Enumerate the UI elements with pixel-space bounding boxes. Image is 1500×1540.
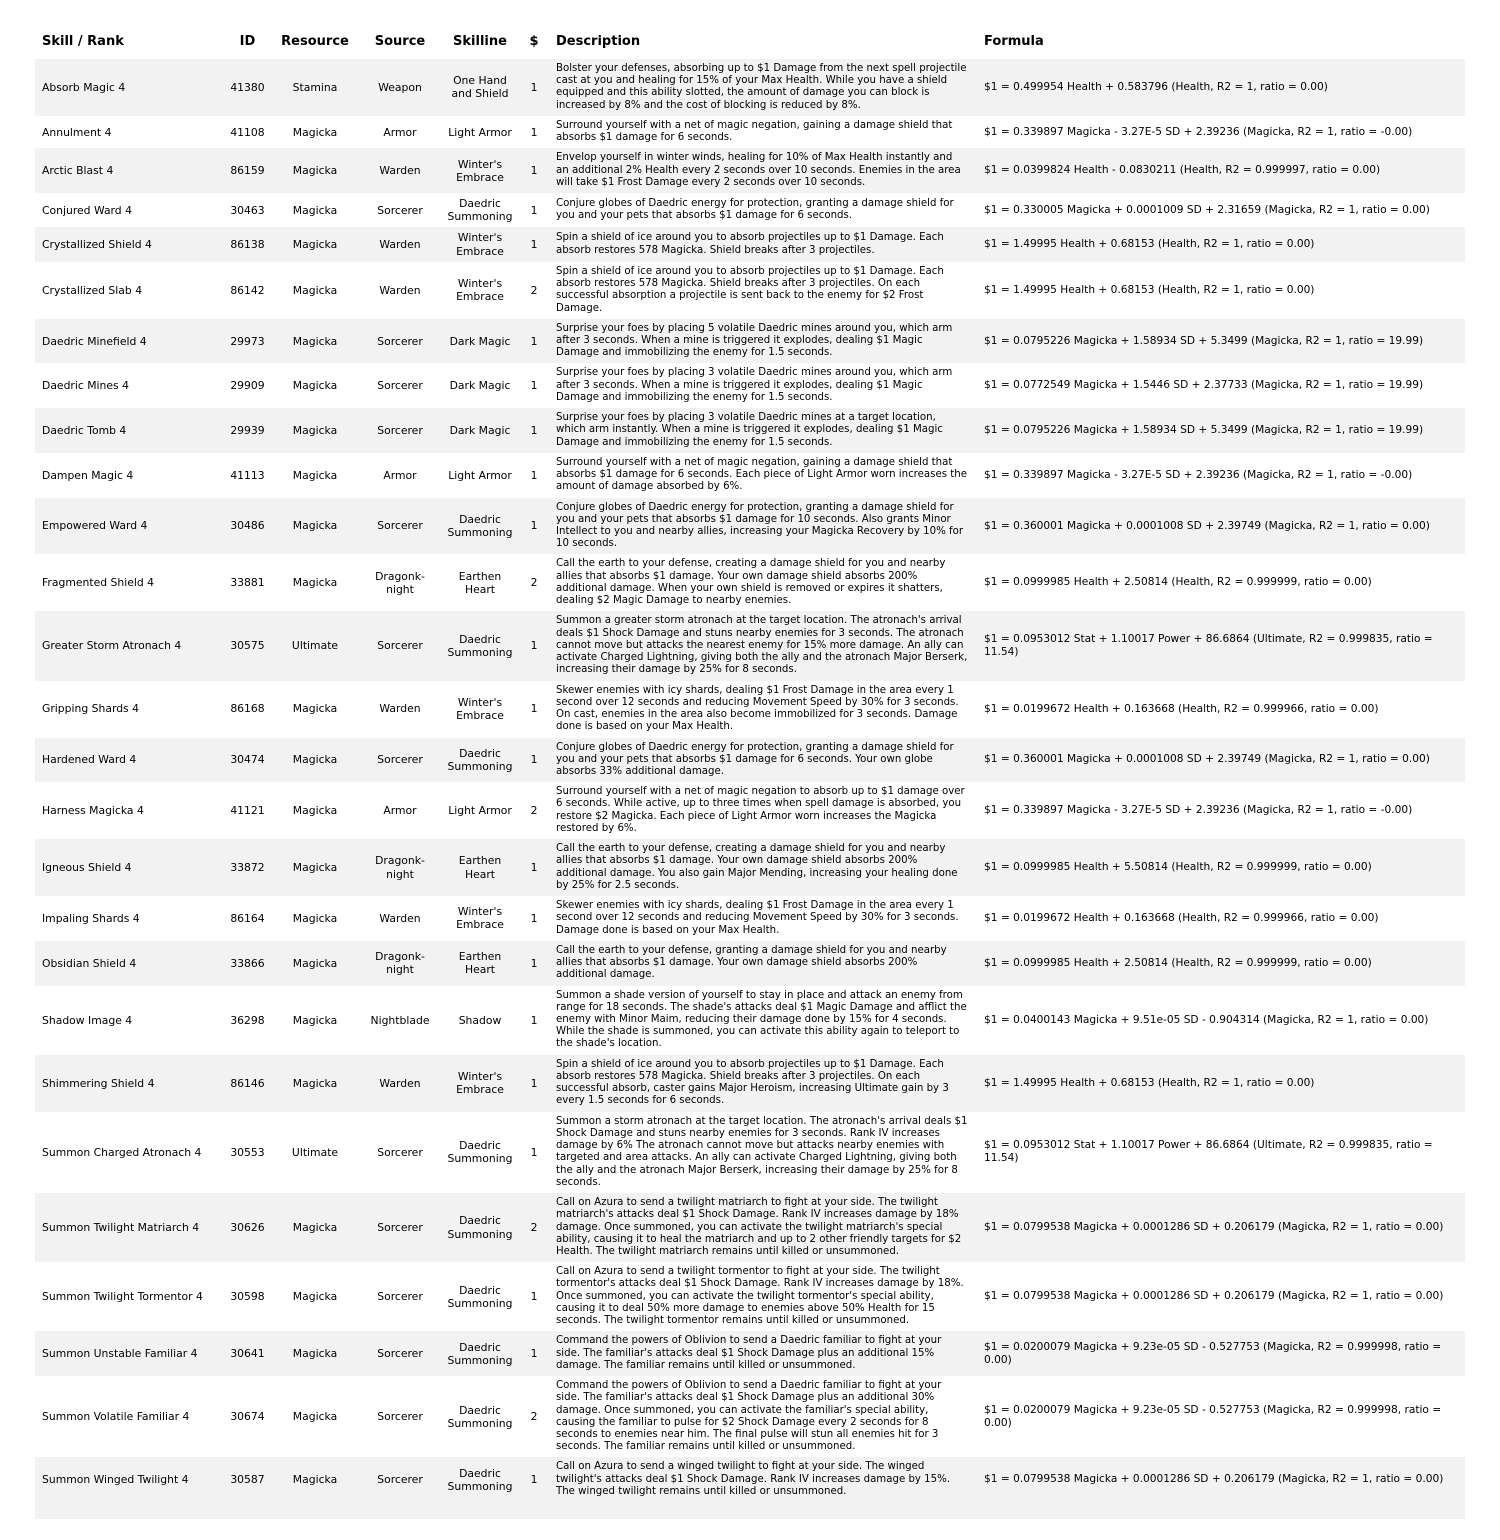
cell-id: 30598	[230, 1290, 265, 1304]
cell-skill-rank: Hardened Ward 4	[42, 753, 137, 767]
cell-id: 86146	[230, 1076, 265, 1090]
cell-skilline: Daedric Summoning	[447, 746, 513, 773]
cell-dollar: 1	[530, 702, 538, 716]
cell-description: Summon a shade version of yourself to stay in place and attack an enemy from range for 18 seconds. The shade's attacks deal $1 Magic Damage and afflict the enemy with Minor Maim, reducing their damage done by 15% for 4 seconds. While the shade is summoned, you can activate this ability again to teleport to the shade's location.	[556, 989, 967, 1050]
cell-source: Warden	[379, 1076, 421, 1090]
cell-skill-rank: Arctic Blast 4	[42, 164, 114, 178]
table-row	[35, 839, 1465, 896]
table-row	[35, 681, 1465, 738]
table-row	[35, 408, 1465, 453]
table-row	[35, 896, 1465, 941]
table-row	[35, 554, 1465, 611]
cell-resource: Magicka	[292, 956, 338, 970]
cell-resource: Magicka	[292, 1290, 338, 1304]
cell-description: Skewer enemies with icy shards, dealing $1 Frost Damage in the area every 1 second over 12 seconds and reducing Movement Speed by 30% for 3 seconds. On cast, enemies in the area also become immobilized for 3 seconds. Damage done is based on your Max Health.	[556, 684, 959, 733]
cell-formula: $1 = 0.339897 Magicka - 3.27E-5 SD + 2.39236 (Magicka, R2 = 1, ratio = -0.00)	[984, 468, 1413, 481]
cell-formula: $1 = 0.0799538 Magicka + 0.0001286 SD + 0.206179 (Magicka, R2 = 1, ratio = 0.00)	[984, 1221, 1444, 1234]
cell-skilline: One Hand and Shield	[451, 74, 509, 101]
cell-source: Sorcerer	[377, 379, 423, 393]
cell-source: Sorcerer	[377, 753, 423, 767]
cell-skilline: Daedric Summoning	[447, 1283, 513, 1310]
cell-source: Dragonknight	[375, 854, 425, 881]
cell-source: Warden	[379, 911, 421, 925]
cell-source: Sorcerer	[377, 334, 423, 348]
cell-dollar: 1	[530, 1290, 538, 1304]
cell-skilline: Daedric Summoning	[447, 1466, 513, 1493]
cell-resource: Ultimate	[291, 1145, 339, 1159]
cell-formula: $1 = 0.0200079 Magicka + 9.23e-05 SD - 0.527753 (Magicka, R2 = 0.999998, ratio = 0.00)	[984, 1403, 1442, 1429]
cell-dollar: 1	[530, 1347, 538, 1361]
cell-skill-rank: Summon Winged Twilight 4	[42, 1473, 189, 1487]
cell-description: Command the powers of Oblivion to send a Daedric familiar to fight at your side. The familiar's attacks deal $1 Shock Damage plus an additional 15% damage. The familiar remains until killed or unsummoned.	[556, 1335, 942, 1371]
cell-formula: $1 = 1.49995 Health + 0.68153 (Health, R2 = 1, ratio = 0.00)	[984, 1076, 1315, 1089]
cell-dollar: 1	[530, 423, 538, 437]
cell-id: 30641	[230, 1347, 265, 1361]
cell-id: 30486	[230, 519, 265, 533]
cell-source: Armor	[383, 125, 417, 139]
cell-resource: Ultimate	[291, 639, 339, 653]
table-row	[35, 941, 1465, 986]
cell-dollar: 1	[530, 238, 538, 252]
cell-formula: $1 = 0.0400143 Magicka + 9.51e-05 SD - 0.904314 (Magicka, R2 = 1, ratio = 0.00)	[984, 1013, 1429, 1026]
header-description: Description	[548, 28, 978, 59]
cell-formula: $1 = 0.0999985 Health + 5.50814 (Health, R2 = 0.999999, ratio = 0.00)	[984, 861, 1372, 874]
cell-id: 29973	[230, 334, 265, 348]
cell-description: Envelop yourself in winter winds, healing for 10% of Max Health instantly and an additional 2% Health every 2 seconds over 10 seconds. Enemies in the area will take $1 Frost Damage every 2 seconds over 10 seconds.	[556, 152, 961, 188]
cell-resource: Magicka	[292, 1410, 338, 1424]
cell-description: Spin a shield of ice around you to absorb projectiles up to $1 Damage. Each absorb restores 578 Magicka. Shield breaks after 3 projectiles. On each successful absorption a projectile is sent back to the enemy for $2 Frost Damage.	[556, 265, 944, 314]
cell-id: 41380	[230, 80, 265, 94]
cell-resource: Magicka	[292, 379, 338, 393]
cell-description: Surround yourself with a net of magic negation to absorb up to $1 damage over 6 seconds. While active, up to three times when spell damage is absorbed, you restore $2 Magicka. Each piece of Light Armor worn increases the Magicka restored by 6%.	[556, 786, 965, 834]
cell-id: 41113	[230, 468, 265, 482]
cell-dollar: 1	[530, 80, 538, 94]
cell-dollar: 1	[530, 956, 538, 970]
cell-resource: Magicka	[292, 1013, 338, 1027]
cell-skilline: Winter's Embrace	[456, 905, 504, 932]
cell-description: Surprise your foes by placing 3 volatile Daedric mines around you, which arm after 3 seconds. When a mine is triggered it explodes, dealing $1 Magic Damage and immobilizing the enemy for 1.5 seconds.	[556, 367, 953, 403]
table-row	[35, 116, 1465, 148]
table-row	[35, 1331, 1465, 1376]
cell-skill-rank: Summon Twilight Matriarch 4	[42, 1221, 200, 1235]
cell-skilline: Earthen Heart	[458, 569, 502, 596]
table-footer-strip	[35, 1502, 1465, 1519]
cell-skilline: Daedric Summoning	[447, 1214, 513, 1241]
cell-id: 33881	[230, 576, 265, 590]
table-row	[35, 59, 1465, 116]
cell-dollar: 1	[530, 1076, 538, 1090]
cell-formula: $1 = 1.49995 Health + 0.68153 (Health, R2 = 1, ratio = 0.00)	[984, 238, 1315, 251]
cell-source: Warden	[379, 702, 421, 716]
cell-id: 29909	[230, 379, 265, 393]
cell-resource: Magicka	[292, 753, 338, 767]
cell-description: Summon a storm atronach at the target location. The atronach's arrival deals $1 Shock Damage and stuns nearby enemies for 3 seconds. Rank IV increases damage by 6% The atronach cannot move but attacks nearby enemies with targeted and area attacks. An ally can activate Charged Lightning, giving both the ally and the atronach Major Berserk, increasing their damage by 25% for 8 seconds.	[556, 1115, 968, 1188]
cell-id: 30674	[230, 1410, 265, 1424]
cell-source: Sorcerer	[377, 1473, 423, 1487]
cell-id: 41121	[230, 804, 265, 818]
cell-skill-rank: Shadow Image 4	[42, 1013, 133, 1027]
cell-resource: Magicka	[292, 468, 338, 482]
cell-skilline: Light Armor	[448, 125, 512, 139]
cell-formula: $1 = 0.0772549 Magicka + 1.5446 SD + 2.37733 (Magicka, R2 = 1, ratio = 19.99)	[984, 379, 1424, 392]
cell-description: Conjure globes of Daedric energy for protection, granting a damage shield for you and your pets that absorbs $1 damage for 6 seconds. Your own globe absorbs 33% additional damage.	[556, 741, 954, 777]
cell-description: Conjure globes of Daedric energy for protection, granting a damage shield for you and your pets that absorbs $1 damage for 10 seconds. Also grants Minor Intellect to you and nearby allies, increasing your Magicka Recovery by 10% for 10 seconds.	[556, 501, 964, 550]
cell-skilline: Daedric Summoning	[447, 512, 513, 540]
cell-skilline: Light Armor	[448, 804, 512, 818]
cell-skilline: Winter's Embrace	[456, 157, 504, 184]
table-row	[35, 1457, 1465, 1502]
cell-source: Sorcerer	[377, 1347, 423, 1361]
header-id: ID	[225, 28, 270, 59]
cell-description: Surround yourself with a net of magic negation, gaining a damage shield that absorbs $1 damage for 6 seconds. Each piece of Light Armor worn increases the amount of damage absorbed by 6%.	[556, 456, 967, 493]
cell-skill-rank: Summon Charged Atronach 4	[42, 1145, 202, 1159]
table-body	[35, 59, 1465, 1502]
cell-formula: $1 = 0.0999985 Health + 2.50814 (Health, R2 = 0.999999, ratio = 0.00)	[984, 956, 1372, 969]
cell-resource: Magicka	[292, 203, 338, 217]
cell-source: Dragonknight	[375, 949, 425, 977]
cell-skill-rank: Summon Volatile Familiar 4	[42, 1410, 190, 1424]
cell-source: Sorcerer	[377, 1290, 423, 1304]
cell-skilline: Shadow	[458, 1013, 502, 1027]
cell-description: Skewer enemies with icy shards, dealing $1 Frost Damage in the area every 1 second over 12 seconds and reducing Movement Speed by 30% for 3 seconds. Damage done is based on your Max Health.	[556, 900, 959, 936]
cell-skill-rank: Daedric Minefield 4	[42, 334, 147, 348]
cell-description: Call on Azura to send a twilight matriarch to fight at your side. The twilight matriarch's attacks deal $1 Shock Damage. Rank IV increases damage by 18% damage. Once summoned, you can activate the twilight matriarch's special ability, causing it to heal the matriarch and up to 2 other friendly targets for $2 Health. The twilight matriarch remains until killed or unsummoned.	[556, 1197, 962, 1257]
cell-id: 33872	[230, 861, 265, 875]
cell-id: 86138	[230, 238, 265, 252]
cell-formula: $1 = 0.330005 Magicka + 0.0001009 SD + 2.31659 (Magicka, R2 = 1, ratio = 0.00)	[984, 203, 1430, 216]
cell-resource: Stamina	[292, 80, 338, 94]
cell-id: 33866	[230, 956, 265, 970]
cell-resource: Magicka	[292, 1076, 338, 1090]
cell-formula: $1 = 0.360001 Magicka + 0.0001008 SD + 2.39749 (Magicka, R2 = 1, ratio = 0.00)	[984, 753, 1430, 766]
cell-formula: $1 = 1.49995 Health + 0.68153 (Health, R2 = 1, ratio = 0.00)	[984, 283, 1315, 296]
cell-formula: $1 = 0.0799538 Magicka + 0.0001286 SD + 0.206179 (Magicka, R2 = 1, ratio = 0.00)	[984, 1473, 1444, 1486]
table-row	[35, 1376, 1465, 1457]
cell-skill-rank: Summon Twilight Tormentor 4	[42, 1290, 203, 1304]
cell-formula: $1 = 0.0795226 Magicka + 1.58934 SD + 5.3499 (Magicka, R2 = 1, ratio = 19.99)	[984, 334, 1424, 347]
cell-source: Sorcerer	[377, 203, 423, 217]
cell-dollar: 1	[530, 1145, 538, 1159]
header-source: Source	[360, 28, 440, 59]
cell-description: Summon a greater storm atronach at the target location. The atronach's arrival deals $1 Shock Damage and stuns nearby enemies for 3 seconds. The atronach cannot move but attacks the nearest enemy for 15% more damage. An ally can activate Charged Lightning, giving both the ally and the atronach Major Berserk, increasing their damage by 25% for 8 seconds.	[556, 615, 968, 676]
header-skill-rank: Skill / Rank	[35, 28, 225, 59]
cell-skill-rank: Absorb Magic 4	[42, 80, 126, 94]
cell-description: Surprise your foes by placing 5 volatile Daedric mines around you, which arm after 3 seconds. When a mine is triggered it explodes, dealing $1 Magic Damage and immobilizing the enemy for 1.5 seconds.	[556, 322, 953, 359]
cell-source: Weapon	[378, 80, 422, 94]
cell-id: 86142	[230, 283, 265, 297]
cell-formula: $1 = 0.0999985 Health + 2.50814 (Health, R2 = 0.999999, ratio = 0.00)	[984, 576, 1372, 589]
cell-resource: Magicka	[292, 423, 338, 437]
cell-skill-rank: Greater Storm Atronach 4	[42, 639, 182, 653]
header-formula: Formula	[978, 28, 1465, 59]
cell-formula: $1 = 0.0200079 Magicka + 9.23e-05 SD - 0.527753 (Magicka, R2 = 0.999998, ratio = 0.00)	[984, 1340, 1442, 1366]
cell-skill-rank: Gripping Shards 4	[42, 702, 139, 716]
cell-dollar: 2	[530, 1221, 538, 1235]
cell-resource: Magicka	[292, 283, 338, 297]
cell-formula: $1 = 0.0953012 Stat + 1.10017 Power + 86.6864 (Ultimate, R2 = 0.999835, ratio = 11.54)	[984, 633, 1433, 658]
cell-skill-rank: Impaling Shards 4	[42, 911, 140, 925]
cell-id: 41108	[230, 125, 265, 139]
cell-formula: $1 = 0.0199672 Health + 0.163668 (Health, R2 = 0.999966, ratio = 0.00)	[984, 702, 1379, 715]
cell-skilline: Earthen Heart	[458, 949, 502, 977]
cell-formula: $1 = 0.0953012 Stat + 1.10017 Power + 86.6864 (Ultimate, R2 = 0.999835, ratio = 11.54)	[984, 1139, 1433, 1165]
cell-dollar: 2	[530, 576, 538, 590]
cell-description: Call on Azura to send a twilight tormentor to fight at your side. The twilight tormentor's attacks deal $1 Shock Damage. Rank IV increases damage by 18%. Once summoned, you can activate the twilight tormentor's special ability, causing it to deal 50% more damage to enemies above 50% Health for 15 seconds. The twilight tormentor remains until killed or unsummoned.	[556, 1266, 964, 1327]
cell-dollar: 1	[530, 468, 538, 482]
table-row	[35, 782, 1465, 839]
cell-formula: $1 = 0.0795226 Magicka + 1.58934 SD + 5.3499 (Magicka, R2 = 1, ratio = 19.99)	[984, 424, 1424, 437]
cell-formula: $1 = 0.339897 Magicka - 3.27E-5 SD + 2.39236 (Magicka, R2 = 1, ratio = -0.00)	[984, 804, 1413, 817]
table-row	[35, 453, 1465, 498]
cell-source: Warden	[379, 238, 421, 252]
cell-resource: Magicka	[292, 576, 338, 590]
cell-resource: Magicka	[292, 519, 338, 533]
cell-formula: $1 = 0.339897 Magicka - 3.27E-5 SD + 2.39236 (Magicka, R2 = 1, ratio = -0.00)	[984, 125, 1413, 138]
table-row	[35, 148, 1465, 193]
cell-skilline: Winter's Embrace	[456, 695, 504, 723]
cell-dollar: 1	[530, 911, 538, 925]
cell-skill-rank: Conjured Ward 4	[42, 203, 132, 217]
cell-skilline: Daedric Summoning	[447, 1340, 513, 1367]
cell-skilline: Light Armor	[448, 468, 512, 482]
cell-description: Call the earth to your defense, creating a damage shield for you and nearby allies that absorbs $1 damage. Your own damage shield absorbs 200% additional damage. When your own shield is removed or expires it shatters, dealing $2 Magic Damage to nearby enemies.	[556, 558, 946, 607]
cell-resource: Magicka	[292, 1473, 338, 1487]
cell-resource: Magicka	[292, 125, 338, 139]
cell-id: 36298	[230, 1013, 265, 1027]
skills-table	[35, 28, 1465, 1502]
header-dollar: $	[520, 28, 548, 59]
table-row	[35, 1262, 1465, 1331]
cell-description: Call on Azura to send a winged twilight to fight at your side. The winged twilight's attacks deal $1 Shock Damage. Rank IV increases damage by 15%. The winged twilight remains until killed or unsummoned.	[556, 1461, 951, 1497]
table-row	[35, 986, 1465, 1055]
cell-dollar: 1	[530, 861, 538, 875]
cell-dollar: 1	[530, 1013, 538, 1027]
cell-description: Call the earth to your defense, granting a damage shield for you and nearby allies that absorbs $1 damage. Your own damage shield absorbs 200% additional damage.	[556, 944, 947, 981]
cell-dollar: 2	[530, 283, 538, 297]
cell-formula: $1 = 0.0199672 Health + 0.163668 (Health, R2 = 0.999966, ratio = 0.00)	[984, 912, 1379, 924]
cell-skilline: Daedric Summoning	[447, 197, 513, 224]
table-row	[35, 363, 1465, 408]
cell-source: Warden	[379, 283, 421, 297]
cell-description: Spin a shield of ice around you to absorb projectiles up to $1 Damage. Each absorb restores 578 Magicka. Shield breaks after 3 projectiles. On each successful absorb, caster gains Major Heroism, increasing Ultimate gain by 3 every 1.5 seconds for 6 seconds.	[556, 1058, 949, 1107]
cell-skill-rank: Harness Magicka 4	[42, 804, 144, 818]
cell-skill-rank: Summon Unstable Familiar 4	[42, 1347, 198, 1361]
table-row	[35, 193, 1465, 227]
cell-dollar: 2	[530, 804, 538, 818]
table-row	[35, 738, 1465, 783]
cell-skilline: Daedric Summoning	[447, 632, 513, 659]
table-row	[35, 498, 1465, 555]
cell-id: 30587	[230, 1473, 265, 1487]
cell-description: Spin a shield of ice around you to absorb projectiles up to $1 Damage. Each absorb restores 578 Magicka. Shield breaks after 3 projectiles.	[556, 232, 944, 256]
header-row	[35, 28, 1465, 59]
cell-resource: Magicka	[292, 238, 338, 252]
cell-formula: $1 = 0.360001 Magicka + 0.0001008 SD + 2.39749 (Magicka, R2 = 1, ratio = 0.00)	[984, 519, 1430, 532]
table-row	[35, 1055, 1465, 1112]
cell-id: 86164	[230, 911, 265, 925]
cell-id: 30474	[230, 753, 265, 767]
header-resource: Resource	[270, 28, 360, 59]
cell-source: Dragonknight	[375, 569, 425, 596]
cell-resource: Magicka	[292, 911, 338, 925]
cell-resource: Magicka	[292, 1221, 338, 1235]
cell-skill-rank: Empowered Ward 4	[42, 519, 148, 533]
table-row	[35, 262, 1465, 319]
cell-id: 30626	[230, 1221, 265, 1235]
cell-dollar: 1	[530, 639, 538, 653]
table-row	[35, 227, 1465, 261]
cell-skilline: Dark Magic	[449, 334, 511, 348]
cell-skilline: Winter's Embrace	[456, 277, 504, 304]
cell-skill-rank: Igneous Shield 4	[42, 861, 132, 875]
cell-source: Sorcerer	[377, 639, 423, 653]
cell-formula: $1 = 0.0799538 Magicka + 0.0001286 SD + 0.206179 (Magicka, R2 = 1, ratio = 0.00)	[984, 1290, 1444, 1303]
cell-skilline: Winter's Embrace	[456, 231, 504, 258]
cell-skill-rank: Crystallized Slab 4	[42, 283, 143, 297]
table-row	[35, 1112, 1465, 1193]
cell-resource: Magicka	[292, 164, 338, 178]
cell-dollar: 1	[530, 753, 538, 767]
cell-skilline: Daedric Summoning	[447, 1403, 513, 1430]
cell-dollar: 2	[530, 1410, 538, 1424]
cell-source: Sorcerer	[377, 1145, 423, 1159]
cell-formula: $1 = 0.0399824 Health - 0.0830211 (Health, R2 = 0.999997, ratio = 0.00)	[984, 164, 1381, 177]
cell-description: Bolster your defenses, absorbing up to $1 Damage from the next spell projectile cast at you and healing for 15% of your Max Health. While you have a shield equipped and this ability slotted, the amount of damage you can block is increased by 8% and the cost of blocking is reduced by 8%.	[556, 63, 967, 111]
cell-skill-rank: Fragmented Shield 4	[42, 576, 154, 590]
table-header	[35, 28, 1465, 59]
cell-skilline: Dark Magic	[449, 423, 511, 437]
cell-skilline: Winter's Embrace	[456, 1069, 504, 1097]
cell-resource: Magicka	[292, 1347, 338, 1361]
cell-skilline: Earthen Heart	[458, 854, 502, 881]
cell-id: 30463	[230, 203, 265, 217]
cell-id: 86159	[230, 164, 265, 178]
cell-skill-rank: Shimmering Shield 4	[42, 1076, 155, 1090]
cell-source: Sorcerer	[377, 1221, 423, 1235]
cell-skill-rank: Crystallized Shield 4	[42, 238, 152, 252]
cell-dollar: 1	[530, 203, 538, 217]
cell-id: 30575	[230, 639, 265, 653]
cell-resource: Magicka	[292, 702, 338, 716]
cell-id: 86168	[230, 702, 265, 716]
table-row	[35, 1193, 1465, 1262]
cell-source: Nightblade	[370, 1013, 430, 1027]
cell-id: 29939	[230, 423, 265, 437]
cell-dollar: 1	[530, 379, 538, 393]
cell-description: Surround yourself with a net of magic negation, gaining a damage shield that absorbs $1 damage for 6 seconds.	[556, 119, 953, 144]
cell-source: Warden	[379, 164, 421, 178]
cell-description: Command the powers of Oblivion to send a Daedric familiar to fight at your side. The familiar's attacks deal $1 Shock Damage plus an additional 30% damage. Once summoned, you can activate the familiar's special ability, causing the familiar to pulse for $2 Shock Damage every 2 seconds for 8 seconds to enemies near him. The final pulse will stun all enemies hit for 3 seconds. The familiar remains until killed or unsummoned.	[556, 1380, 942, 1453]
cell-skill-rank: Obsidian Shield 4	[42, 956, 137, 970]
cell-skilline: Dark Magic	[449, 379, 511, 393]
cell-id: 30553	[230, 1145, 265, 1159]
cell-dollar: 1	[530, 125, 538, 139]
cell-dollar: 1	[530, 164, 538, 178]
cell-source: Sorcerer	[377, 423, 423, 437]
table-row	[35, 611, 1465, 680]
cell-skill-rank: Dampen Magic 4	[42, 468, 134, 482]
cell-description: Conjure globes of Daedric energy for protection, granting a damage shield for you and your pets that absorbs $1 damage for 6 seconds.	[556, 198, 954, 222]
cell-resource: Magicka	[292, 334, 338, 348]
table-row	[35, 319, 1465, 364]
cell-skilline: Daedric Summoning	[447, 1139, 513, 1166]
cell-skill-rank: Annulment 4	[42, 125, 112, 139]
cell-description: Call the earth to your defense, creating a damage shield for you and nearby allies that absorbs $1 damage. Your own damage shield absorbs 200% additional damage. You also gain Major Mending, increasing your healing done by 25% for 2.5 seconds.	[556, 843, 958, 891]
cell-source: Sorcerer	[377, 519, 423, 533]
cell-dollar: 1	[530, 519, 538, 533]
cell-formula: $1 = 0.499954 Health + 0.583796 (Health, R2 = 1, ratio = 0.00)	[984, 81, 1328, 93]
header-skilline: Skilline	[440, 28, 520, 59]
cell-resource: Magicka	[292, 804, 338, 818]
cell-skill-rank: Daedric Tomb 4	[42, 423, 127, 437]
cell-source: Armor	[383, 804, 417, 818]
cell-skill-rank: Daedric Mines 4	[42, 379, 129, 393]
cell-source: Armor	[383, 468, 417, 482]
cell-source: Sorcerer	[377, 1410, 423, 1424]
cell-dollar: 1	[530, 1473, 538, 1487]
cell-resource: Magicka	[292, 861, 338, 875]
cell-description: Surprise your foes by placing 3 volatile Daedric mines at a target location, which arm instantly. When a mine is triggered it explodes, dealing $1 Magic Damage and immobilizing the enemy for 1.5 seconds.	[556, 412, 943, 448]
cell-dollar: 1	[530, 334, 538, 348]
